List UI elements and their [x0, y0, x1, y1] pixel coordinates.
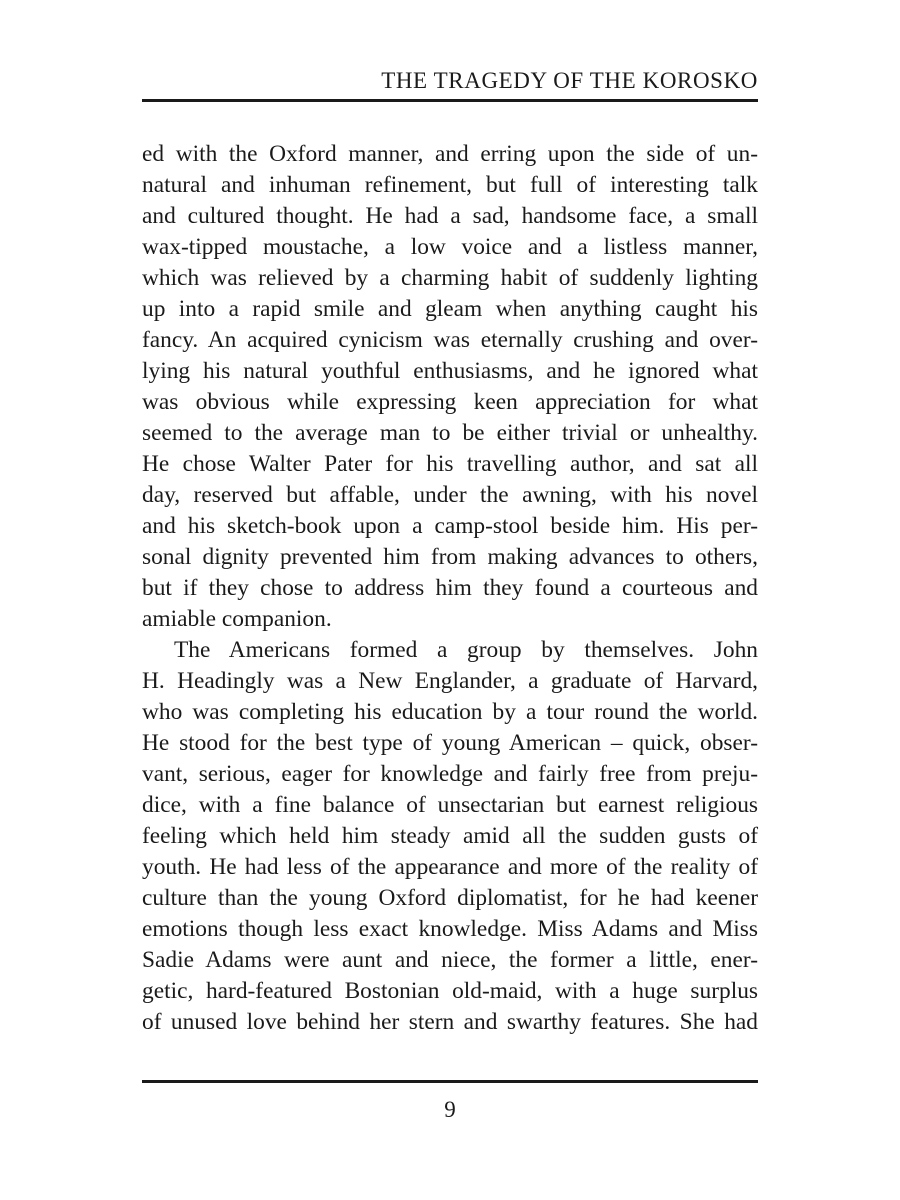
text-line: seemed to the average man to be either trivial or unhealthy. [142, 420, 758, 446]
text-line: The Americans formed a group by themselves. John [174, 637, 758, 663]
text-line: ed with the Oxford manner, and erring upon the side of un- [142, 141, 758, 167]
text-line: vant, serious, eager for knowledge and fairly free from preju- [142, 761, 758, 787]
footer-rule [142, 1080, 758, 1083]
text-line: youth. He had less of the appearance and more of the reality of [142, 854, 758, 880]
text-line: of unused love behind her stern and swarthy features. She had [142, 1009, 758, 1035]
text-line: who was completing his education by a tour round the world. [142, 699, 758, 725]
text-line: Sadie Adams were aunt and niece, the former a little, ener- [142, 947, 758, 973]
text-line: natural and inhuman refinement, but full of interesting talk [142, 172, 758, 198]
paragraph [142, 635, 758, 1038]
text-line: and his sketch-book upon a camp-stool beside him. His per- [142, 513, 758, 539]
text-line: lying his natural youthful enthusiasms, and he ignored what [142, 358, 758, 384]
text-line: culture than the young Oxford diplomatist, for he had keener [142, 885, 758, 911]
text-line: but if they chose to address him they found a courteous and [142, 575, 758, 601]
text-line: He stood for the best type of young American – quick, obser- [142, 730, 758, 756]
text-line: feeling which held him steady amid all the sudden gusts of [142, 823, 758, 849]
text-line: was obvious while expressing keen appreciation for what [142, 389, 758, 415]
text-line: sonal dignity prevented him from making advances to others, [142, 544, 758, 570]
text-line: day, reserved but affable, under the awning, with his novel [142, 482, 758, 508]
text-line: H. Headingly was a New Englander, a graduate of Harvard, [142, 668, 758, 694]
text-line: which was relieved by a charming habit of suddenly lighting [142, 265, 758, 291]
text-line: dice, with a fine balance of unsectarian but earnest religious [142, 792, 758, 818]
body-text [142, 139, 758, 1038]
running-head-title: THE TRAGEDY OF THE KOROSKO [381, 68, 758, 93]
text-line: emotions though less exact knowledge. Miss Adams and Miss [142, 916, 758, 942]
page-number: 9 [444, 1097, 456, 1122]
text-line: and cultured thought. He had a sad, handsome face, a small [142, 203, 758, 229]
text-line: amiable companion. [142, 606, 332, 632]
paragraph [142, 139, 758, 635]
text-line: wax-tipped moustache, a low voice and a listless manner, [142, 234, 758, 260]
text-line: He chose Walter Pater for his travelling author, and sat all [142, 451, 758, 477]
text-line: getic, hard-featured Bostonian old-maid, with a huge surplus [142, 978, 758, 1004]
text-line: fancy. An acquired cynicism was eternally crushing and over- [142, 327, 758, 353]
text-line: up into a rapid smile and gleam when anything caught his [142, 296, 758, 322]
header-rule [142, 99, 758, 102]
